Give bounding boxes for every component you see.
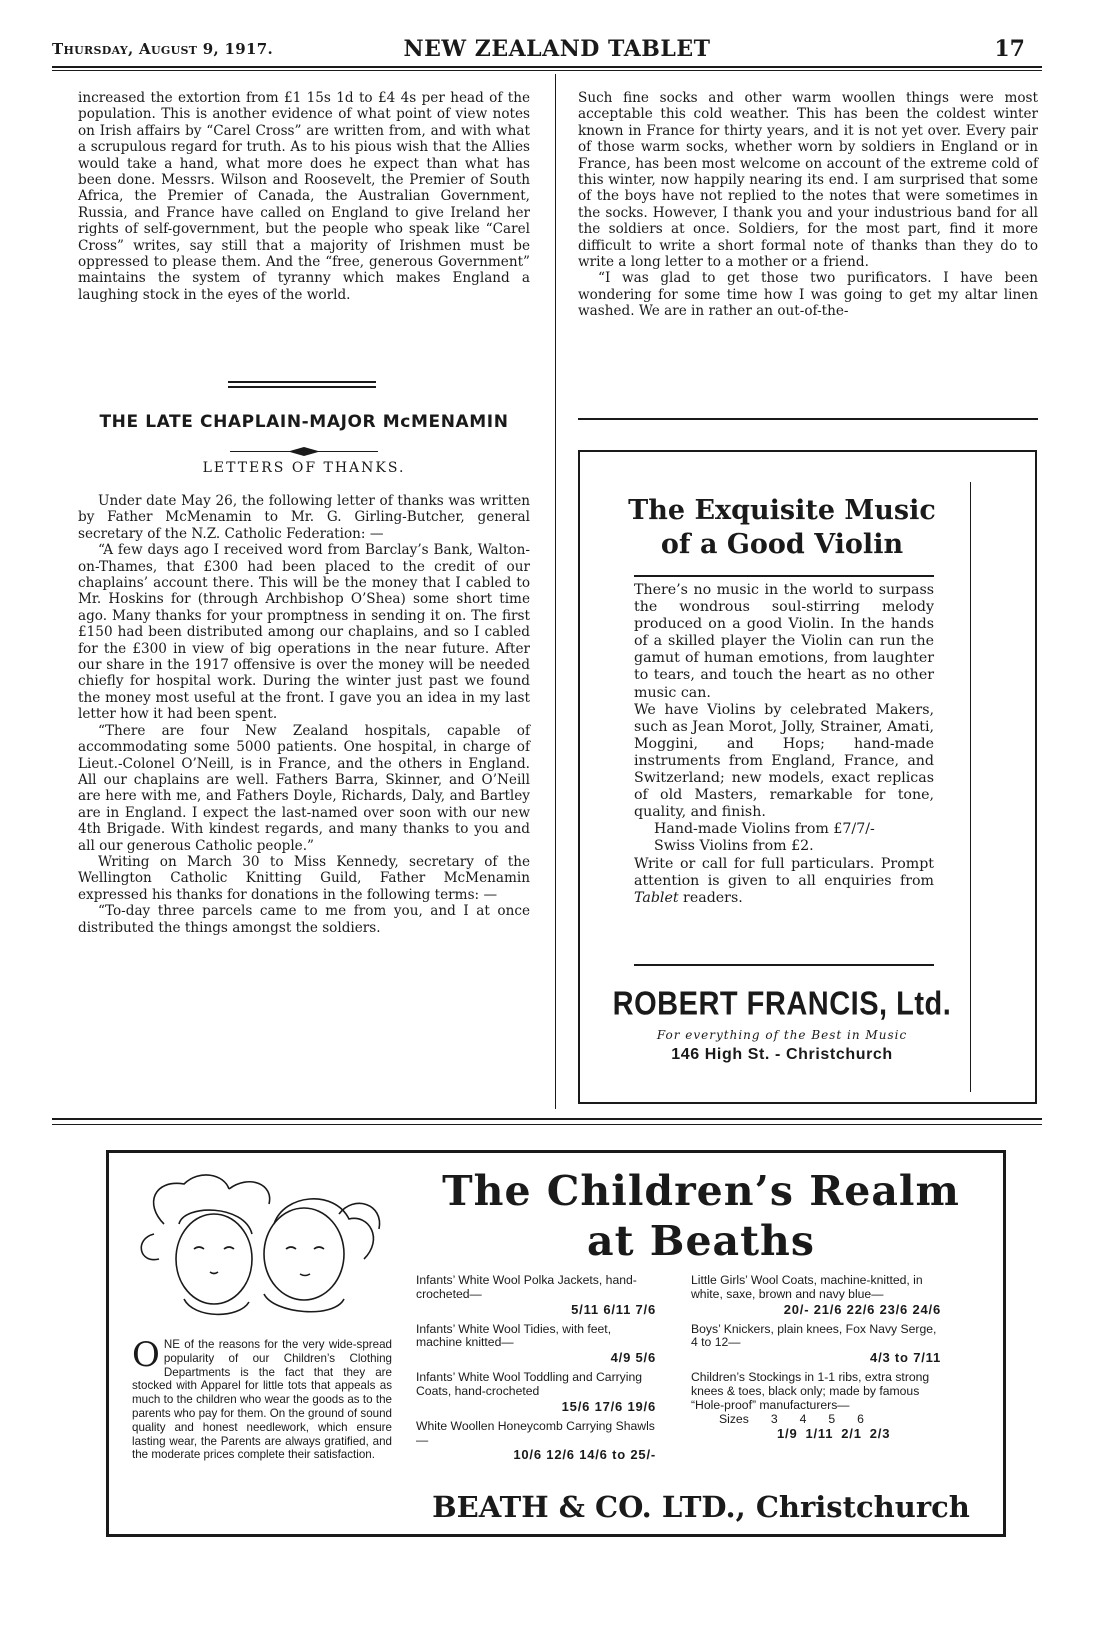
size-price: 2/1	[841, 1426, 862, 1442]
intro-dropcap: O	[132, 1335, 160, 1375]
beath-footer: BEATH & CO. LTD., Christchurch	[432, 1490, 970, 1524]
right-column-rule	[578, 418, 1038, 420]
item-price: 4/9 5/6	[610, 1350, 656, 1366]
section-rule	[228, 381, 376, 383]
size-value: 3	[770, 1411, 778, 1426]
violin-advertisement	[578, 450, 1037, 1104]
section-rule-2	[228, 386, 376, 388]
item-desc: White Woollen Honeycomb Carrying Shawls—	[416, 1418, 655, 1447]
masthead-rule	[52, 66, 1042, 68]
article-paragraph: “A few days ago I received word from Barclay’s Bank, Walton-on-Thames, that £300 had been placed to the credit of our chaplains’ account there. This will be the money that I cabled to Mr. Hoskins for (through Archbishop O’Shea) some short time ago. Many thanks for your promptness in sending it on. The first £150 had been distributed among our chaplains, and so I cabled for the £300 in view of big operations in the near future. After our share in the 1917 offensive is over the money will be needed chiefly for hospital work. During the winter just past we found the money most useful at the front. I gave you an idea in my last letter how it had been spent.	[78, 542, 530, 723]
size-price: 2/3	[869, 1426, 891, 1442]
violin-title-rule	[634, 575, 934, 577]
list-item	[691, 1323, 941, 1366]
sizes-row	[691, 1413, 941, 1427]
article-body	[78, 493, 530, 936]
continuation-paragraph: increased the extortion from £1 15s 1d to £4 4s per head of the population. This is another evidence of what point of view notes on Irish affairs by “Carel Cross” are written from, and with what a scrupulous regard for truth. As to his pious wish that the Allies would take a hand, what more does he expect than what has been done. Messrs. Wilson and Roosevelt, the Premier of South Africa, the Premier of Canada, the Australian Government, Russia, and France have called on England to give Ireland her rights of self-government, but the people who speak like “Carel Cross” writes, say still that a majority of Irishmen must be oppressed to please them. And the “free, generous Government” maintains the system of tyranny which makes England a laughing stock in the eyes of the world.	[78, 90, 530, 303]
violin-ad-body	[634, 582, 934, 907]
violin-company-rule	[634, 964, 934, 966]
violin-title-line2: of a Good Violin	[660, 529, 904, 560]
article-title: THE LATE CHAPLAIN-MAJOR McMENAMIN	[99, 412, 509, 432]
violin-tagline: For everything of the Best in Music	[656, 1028, 908, 1042]
item-desc: Infants’ White Wool Toddling and Carrying Coats, hand-crocheted	[416, 1370, 643, 1398]
list-item	[416, 1323, 656, 1366]
violin-price-line: Hand-made Violins from £7/7/-	[654, 821, 875, 838]
size-prices-row	[691, 1426, 941, 1441]
violin-paragraph: There’s no music in the world to surpass the wondrous soul-stirring melody produced on a good Violin. In the hands of a skilled player the Violin can run the gamut of human emotions, from laughter to tears, and touch the heart as no other music can.	[634, 582, 934, 701]
size-value: 5	[828, 1411, 836, 1426]
beath-ad-title	[406, 1166, 996, 1266]
beath-title-line2: at Beaths	[587, 1217, 815, 1265]
right-column-text	[578, 90, 1038, 320]
violin-title-line1: The Exquisite Music	[628, 495, 936, 526]
column-divider	[555, 74, 556, 1109]
masthead-title: NEW ZEALAND TABLET	[403, 36, 711, 62]
title-ornament	[230, 441, 378, 450]
violin-company-name: ROBERT FRANCIS, Ltd.	[612, 985, 952, 1023]
page-divider-thin	[52, 1124, 1042, 1125]
list-item	[691, 1274, 941, 1317]
page-number: 17	[994, 36, 1025, 62]
size-value: 6	[857, 1411, 864, 1426]
item-price: 20/- 21/6 22/6 23/6 24/6	[783, 1301, 941, 1317]
violin-address: 146 High St. - Christchurch	[671, 1046, 893, 1063]
violin-closing	[634, 856, 934, 907]
size-price: 1/11	[805, 1426, 834, 1442]
intro-text: NE of the reasons for the very wide-spread popularity of our Children’s Clothing Departments is the fact that they are stocked with Apparel for little tots that appeals as much to the children who wear the goods as to the parents who pay for them. On the ground of sound quality and honest needlework, which ensure lasting wear, the Parents are always gratified, and the moderate prices complete their satisfaction.	[132, 1338, 392, 1462]
item-desc: Infants’ White Wool Tidies, with feet, machine knitted—	[416, 1321, 612, 1350]
article-paragraph: “To-day three parcels came to me from you, and I at once distributed the things amongst the soldiers.	[78, 903, 530, 936]
item-desc: Boys’ Knickers, plain knees, Fox Navy Serge, 4 to 12—	[691, 1321, 937, 1350]
left-continuation	[78, 90, 530, 303]
beath-intro	[132, 1335, 392, 1462]
masthead-rule-thin	[52, 70, 1042, 71]
item-desc: Infants’ White Wool Polka Jackets, hand-crocheted—	[416, 1273, 637, 1301]
items-left-list	[416, 1274, 656, 1462]
list-item	[416, 1371, 656, 1414]
article-paragraph: “There are four New Zealand hospitals, capable of accommodating some 5000 patients. One hospital, in charge of Lieut.-Colonel O’Neill, is in France, and the others in England. All our chaplains are well. Fathers Barra, Skinner, and O’Neill are here with me, and Fathers Doyle, Richards, Daly, and Bartley are in England. I expect the last-named over soon with our new 4th Brigade. With kindest regards, and many thanks to you and all our generous Catholic people.”	[78, 722, 530, 854]
violin-closing-italic: Tablet	[634, 889, 679, 906]
beath-advertisement	[106, 1150, 1006, 1538]
masthead-date: Thursday, August 9, 1917.	[52, 40, 273, 58]
beath-border-top	[106, 1150, 1006, 1153]
right-paragraph: Such fine socks and other warm woollen things were most acceptable this cold weather. This has been the coldest winter known in France for thirty years, and it is not yet over. Every pair of those warm socks, whether worn by soldiers in England or in France, has been most welcome on account of the extreme cold of this winter, now happily nearing its end. I am surprised that some of the boys have not replied to the notes that were sometimes in the socks. However, I thank you and your industrious band for all the soldiers at once. Soldiers, for the most part, find it more difficult to write a short formal note of thanks than they do to write a long letter to a mother or a friend.	[578, 90, 1038, 271]
violin-price-line: Swiss Violins from £2.	[654, 838, 814, 855]
article-paragraph: Writing on March 30 to Miss Kennedy, secretary of the Wellington Catholic Knitting Guild, Father McMenamin expressed his thanks for donations in the following terms: —	[78, 853, 530, 903]
list-item	[691, 1371, 941, 1441]
list-item	[416, 1274, 656, 1317]
item-desc: Little Girls’ Wool Coats, machine-knitted, in white, saxe, brown and navy blue—	[691, 1273, 923, 1301]
beath-title-line1: The Children’s Realm	[442, 1167, 960, 1215]
beath-border-bottom	[106, 1534, 1006, 1537]
article-subtitle: LETTERS OF THANKS.	[202, 460, 406, 476]
item-price: 10/6 12/6 14/6 to 25/-	[513, 1447, 656, 1463]
violin-closing-text: Write or call for full particulars. Prompt attention is given to all enquiries from	[634, 855, 934, 889]
violin-ad-title	[592, 494, 972, 562]
children-illustration	[124, 1164, 404, 1334]
items-right-list	[691, 1274, 941, 1441]
violin-closing-tail: readers.	[678, 889, 743, 906]
right-paragraph: “I was glad to get those two purificators. I have been wondering for some time how I was going to get my altar linen washed. We are in rather an out-of-the-	[578, 270, 1038, 320]
item-price: 4/3 to 7/11	[870, 1350, 941, 1366]
size-price: 1/9	[777, 1426, 798, 1442]
violin-paragraph: We have Violins by celebrated Makers, such as Jean Morot, Jolly, Strainer, Amati, Moggini, and Hops; hand-made instruments from England, France, and Switzerland; new models, exact replicas of old Masters, remarkable for tone, quality, and finish.	[634, 701, 934, 821]
sizes-label: Sizes	[719, 1411, 749, 1426]
item-price: 15/6 17/6 19/6	[561, 1398, 656, 1414]
item-desc: Children’s Stockings in 1-1 ribs, extra strong knees & toes, black only; made by famous “Hole-proof” manufacturers—	[691, 1370, 930, 1412]
beath-border-right	[1003, 1150, 1006, 1537]
article-paragraph: Under date May 26, the following letter of thanks was written by Father McMenamin to Mr. G. Girling-Butcher, general secretary of the N.Z. Catholic Federation: —	[78, 493, 530, 542]
page-divider	[52, 1118, 1042, 1120]
beath-border-left	[106, 1150, 109, 1537]
list-item	[416, 1420, 656, 1463]
item-price: 5/11 6/11 7/6	[571, 1301, 656, 1317]
size-value: 4	[799, 1411, 807, 1426]
